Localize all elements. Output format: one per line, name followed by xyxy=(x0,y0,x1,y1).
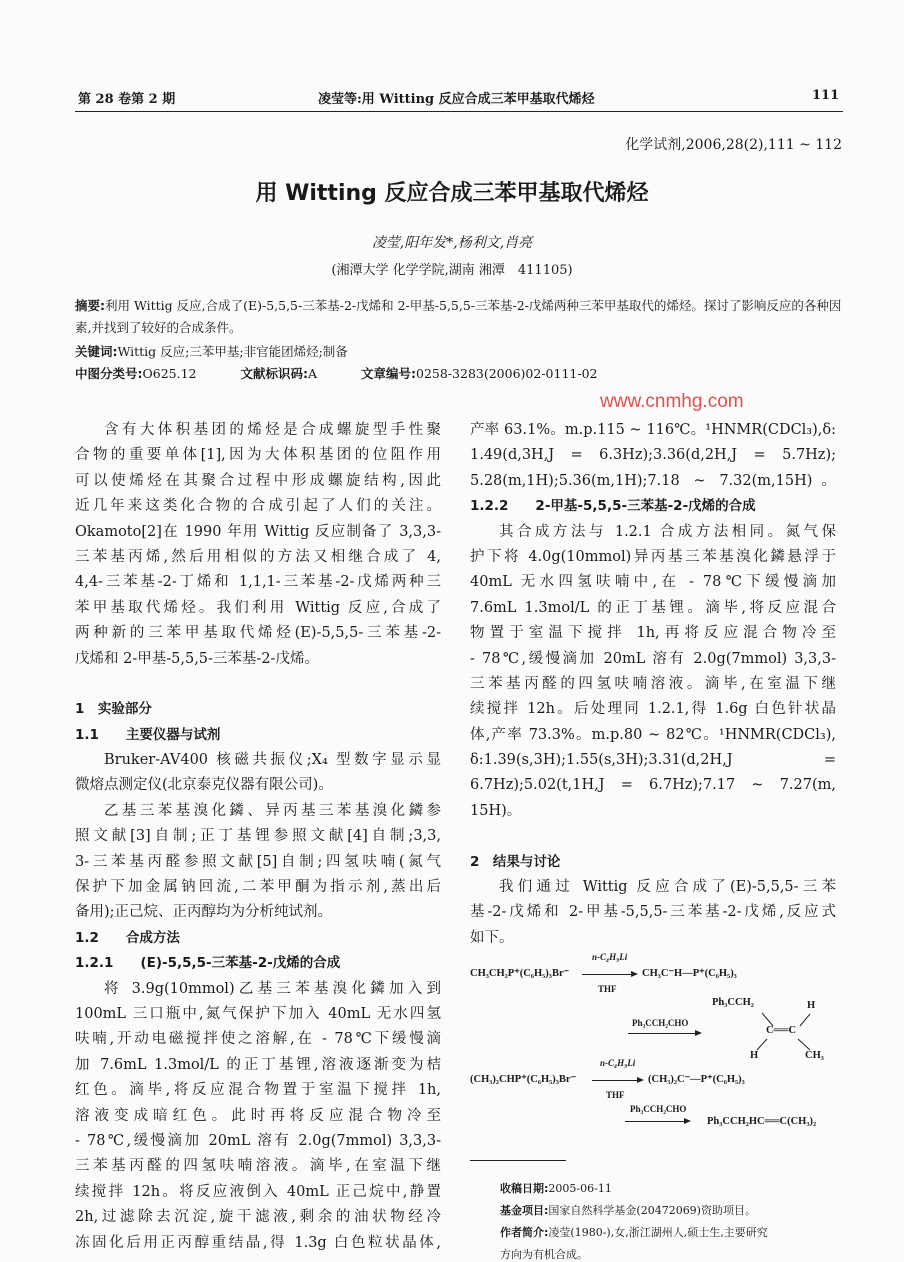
text-line: 续搅拌 12h。将反应液倒入 40mL 正己烷中,静置 xyxy=(75,1183,441,1200)
right-column xyxy=(470,418,836,951)
text-line: 1.49(d,3H,J = 6.3Hz);3.36(d,2H,J = 5.7Hz); xyxy=(470,447,836,464)
solvent-label-2: THF xyxy=(606,1090,625,1100)
abstract-text: 利用 Wittig 反应,合成了(E)-5,5,5-三苯基-2-戊烯和 2-甲基-5,5,5-三苯基-2-戊烯两种三苯甲基取代的烯烃。探讨了影响反应的各种因素,并找到了较好的合成条件。 xyxy=(75,298,842,335)
text-line: 三苯基丙烯,然后用相似的方法又相继合成了 4, xyxy=(75,548,441,565)
clc-value: O625.12 xyxy=(142,366,197,381)
doc-code-label: 文献标识码: xyxy=(240,366,308,381)
text-line: 6.7Hz);5.02(t,1H,J = 6.7Hz);7.17 ~ 7.27(m, xyxy=(470,777,836,794)
section-heading: 2 结果与讨论 xyxy=(470,853,561,870)
text-line: 40mL 无水四氢呋喃中,在 - 78℃下缓慢滴加 xyxy=(470,574,836,591)
fund-value: 国家自然科学基金(20472069)资助项目。 xyxy=(548,1204,756,1217)
text-line: 4,4-三苯基-2-丁烯和 1,1,1-三苯基-2-戊烯两种三 xyxy=(75,574,441,591)
running-title: 凌莹等:用 Witting 反应合成三苯甲基取代烯烃 xyxy=(318,92,595,107)
text-line: 保护下加金属钠回流,二苯甲酮为指示剂,蒸出后 xyxy=(75,879,441,896)
author-value: 凌莹(1980-),女,浙江湖州人,硕士生,主要研究 xyxy=(548,1226,768,1239)
text-line: δ:1.39(s,3H);1.55(s,3H);3.31(d,2H,J = xyxy=(470,752,836,769)
text-line: 可以使烯烃在其聚合过程中形成螺旋结构,因此 xyxy=(75,472,441,489)
reaction-arrow xyxy=(625,1121,689,1122)
text-line: 戊烯和 2-甲基-5,5,5-三苯基-2-戊烯。 xyxy=(75,650,319,667)
text-line: 含有大体积基团的烯烃是合成螺旋型手性聚 xyxy=(104,422,441,438)
product-1-h-bottom: H xyxy=(750,1050,759,1061)
reaction-arrow xyxy=(628,1033,700,1034)
product-1-methyl: CH₃ xyxy=(805,1050,824,1061)
text-line: 呋喃,开动电磁搅拌使之溶解,在 - 78℃下缓慢滴 xyxy=(75,1031,441,1048)
author-label: 作者简介: xyxy=(500,1226,549,1239)
authors: 凌莹,阳年发*,杨利文,肖亮 xyxy=(371,235,533,251)
base-label-2: n-C₄H₉Li xyxy=(600,1058,636,1068)
keywords-label: 关键词: xyxy=(75,344,118,359)
paper-title: 用 Witting 反应合成三苯甲基取代烯烃 xyxy=(255,181,649,206)
text-line: 加 7.6mL 1.3mol/L 的正丁基锂,溶液逐渐变为桔 xyxy=(75,1056,441,1073)
header-rule xyxy=(75,111,843,112)
base-label-1: n-C₄H₉Li xyxy=(592,952,628,962)
classification xyxy=(75,363,845,385)
footnote-rule xyxy=(470,1160,566,1161)
text-line: 溶液变成暗红色。此时再将反应混合物冷至 xyxy=(75,1107,441,1124)
left-column xyxy=(75,418,441,1256)
author-bio xyxy=(500,1224,768,1240)
section-heading: 1 实验部分 xyxy=(75,701,152,718)
text-line: 备用);正己烷、正丙醇均为分析纯试剂。 xyxy=(75,904,333,921)
text-line: - 78℃,缓慢滴加 20mL 溶有 2.0g(7mmol) 3,3,3- xyxy=(75,1132,441,1149)
spacer xyxy=(75,672,441,697)
text-line: 体,产率 73.3%。m.p.80 ~ 82℃。¹HNMR(CDCl₃), xyxy=(470,726,836,743)
spacer xyxy=(470,824,836,849)
section-heading: 1.1 主要仪器与试剂 xyxy=(75,726,221,743)
text-line: 我们通过 Wittig 反应合成了(E)-5,5,5-三苯 xyxy=(499,879,836,896)
article-no-value: 0258-3283(2006)02-0111-02 xyxy=(416,366,598,381)
doc-code-value: A xyxy=(307,366,318,381)
aldehyde-label-1: Ph₃CCH₂CHO xyxy=(632,1018,689,1028)
ylide-1: CH₃C⁻H—P⁺(C₆H₅)₃ xyxy=(642,968,737,979)
clc-label: 中图分类号: xyxy=(75,366,143,381)
text-line: 产率 63.1%。m.p.115 ~ 116℃。¹HNMR(CDCl₃),δ: xyxy=(470,422,836,438)
product-2: Ph₃CCH₂HC══C(CH₃)₂ xyxy=(707,1116,817,1127)
text-line: 其合成方法与 1.2.1 合成方法相同。氮气保 xyxy=(499,523,836,540)
received-date xyxy=(500,1180,612,1196)
affiliation: (湘潭大学 化学学院,湖南 湘潭 411105) xyxy=(331,263,573,278)
reaction-arrow xyxy=(592,1080,642,1081)
text-line: 物置于室温下搅拌 1h,再将反应混合物冷至 xyxy=(470,625,836,642)
keywords-text: Wittig 反应;三苯甲基;非官能团烯烃;制备 xyxy=(117,344,348,359)
product-1-substituent: Ph₃CCH₂ xyxy=(712,997,754,1008)
text-line: 三苯基丙醛的四氢呋喃溶液。滴毕,在室温下继 xyxy=(75,1158,441,1175)
text-line: 三苯基丙醛的四氢呋喃溶液。滴毕,在室温下继 xyxy=(470,675,836,692)
text-line: 照文献[3]自制;正丁基锂参照文献[4]自制;3,3, xyxy=(75,828,441,845)
section-heading: 1.2 合成方法 xyxy=(75,929,180,946)
fund-info xyxy=(500,1202,756,1218)
text-line: Okamoto[2]在 1990 年用 Wittig 反应制备了 3,3,3- xyxy=(75,523,441,540)
text-line: 乙基三苯基溴化鏻、异丙基三苯基溴化鏻参 xyxy=(104,802,441,819)
article-no-label: 文章编号: xyxy=(361,366,416,381)
text-line: 3-三苯基丙醛参照文献[5]自制;四氢呋喃(氮气 xyxy=(75,853,441,870)
text-line: 护下将 4.0g(10mmol)异丙基三苯基溴化鏻悬浮于 xyxy=(470,548,836,565)
section-heading: 1.2.2 2-甲基-5,5,5-三苯基-2-戊烯的合成 xyxy=(470,498,756,515)
text-line: 两种新的三苯甲基取代烯烃(E)-5,5,5-三苯基-2- xyxy=(75,625,441,642)
aldehyde-label-2: Ph₃CCH₂CHO xyxy=(630,1104,687,1114)
citation: 化学试剂,2006,28(2),111 ~ 112 xyxy=(625,137,842,153)
text-line: Bruker-AV400 核磁共振仪;X₄ 型数字显示显 xyxy=(104,752,441,769)
text-line: - 78℃,缓慢滴加 20mL 溶有 2.0g(7mmol) 3,3,3- xyxy=(470,650,836,667)
watermark: www.cnmhg.com xyxy=(600,391,744,412)
text-line: 15H)。 xyxy=(470,802,522,819)
product-1-h-top: H xyxy=(807,1000,816,1011)
received-value: 2005-06-11 xyxy=(548,1182,612,1195)
bond-lines xyxy=(740,1010,830,1060)
keywords xyxy=(75,341,845,363)
abstract xyxy=(75,295,845,339)
text-line: 如下。 xyxy=(470,929,514,946)
reaction-arrow xyxy=(582,974,636,975)
page-number: 111 xyxy=(812,88,840,103)
section-heading: 1.2.1 (E)-5,5,5-三苯基-2-戊烯的合成 xyxy=(75,955,341,972)
text-line: 基-2-戊烯和 2-甲基-5,5,5-三苯基-2-戊烯,反应式 xyxy=(470,904,836,921)
product-1-double-bond: C══C xyxy=(766,1025,797,1036)
reactant-2: (CH₃)₂CHP⁺(C₆H₅)₃Br⁻ xyxy=(470,1074,577,1085)
author-bio-cont: 方向为有机合成。 xyxy=(500,1248,588,1261)
text-line: 微熔点测定仪(北京泰克仪器有限公司)。 xyxy=(75,777,333,794)
text-line: 红色。滴毕,将反应混合物置于室温下搅拌 1h, xyxy=(75,1082,441,1099)
journal-issue: 第 28 卷第 2 期 xyxy=(78,92,176,107)
abstract-label: 摘要: xyxy=(75,298,105,313)
text-line: 续搅拌 12h。后处理同 1.2.1,得 1.6g 白色针状晶 xyxy=(470,701,836,718)
fund-label: 基金项目: xyxy=(500,1204,549,1217)
reactant-1: CH₃CH₂P⁺(C₆H₅)₃Br⁻ xyxy=(470,968,570,979)
solvent-label-1: THF xyxy=(598,984,617,994)
text-line: 冻固化后用正丙醇重结晶,得 1.3g 白色粒状晶体, xyxy=(75,1234,441,1251)
text-line: 将 3.9g(10mmol)乙基三苯基溴化鏻加入到 xyxy=(104,980,441,997)
received-label: 收稿日期: xyxy=(500,1182,549,1195)
text-line: 5.28(m,1H);5.36(m,1H);7.18 ~ 7.32(m,15H)。 xyxy=(470,472,836,489)
text-line: 100mL 三口瓶中,氮气保护下加入 40mL 无水四氢 xyxy=(75,1005,441,1022)
text-line: 苯甲基取代烯烃。我们利用 Wittig 反应,合成了 xyxy=(75,599,441,616)
ylide-2: (CH₃)₂C⁻—P⁺(C₆H₅)₃ xyxy=(648,1074,745,1085)
text-line: 2h,过滤除去沉淀,旋干滤液,剩余的油状物经冷 xyxy=(75,1209,441,1226)
text-line: 近几年来这类化合物的合成引起了人们的关注。 xyxy=(75,498,441,515)
text-line: 7.6mL 1.3mol/L 的正丁基锂。滴毕,将反应混合 xyxy=(470,599,836,616)
text-line: 合物的重要单体[1],因为大体积基团的位阻作用 xyxy=(75,447,441,464)
